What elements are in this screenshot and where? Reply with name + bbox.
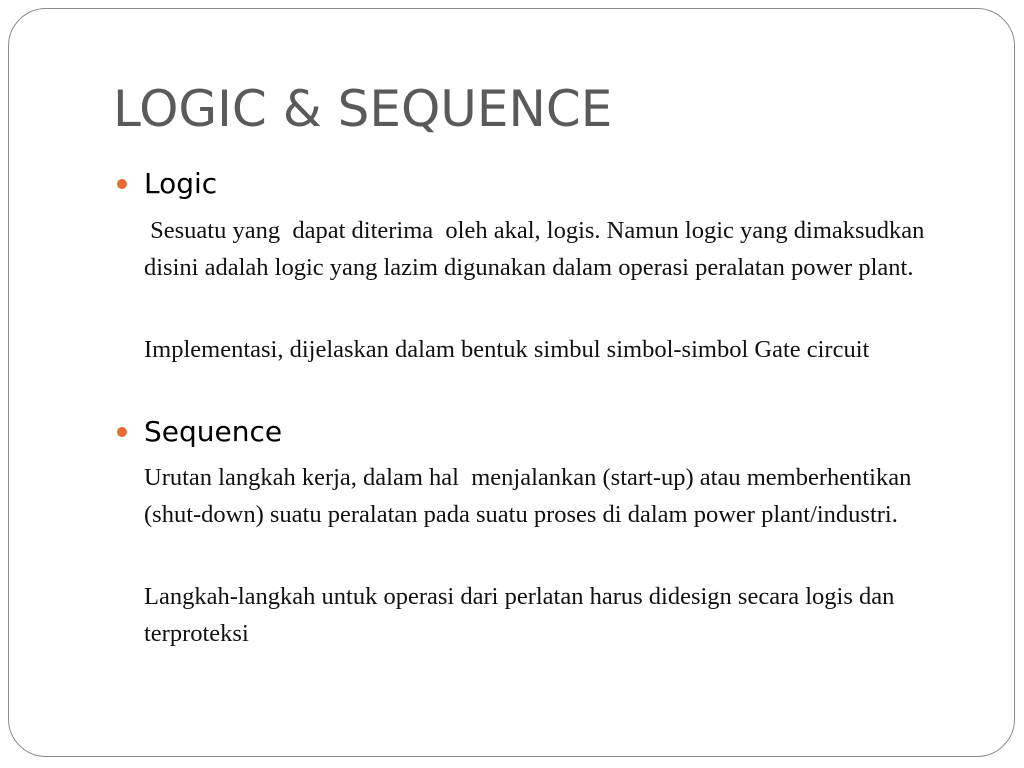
bullet-sequence	[117, 415, 282, 448]
sequence-paragraph-2: Langkah-langkah untuk operasi dari perlatan harus didesign secara logis dan terproteksi	[144, 583, 895, 647]
slide-title: LOGIC & SEQUENCE	[113, 80, 613, 138]
logic-paragraph-2: Implementasi, dijelaskan dalam bentuk simbul simbol-simbol Gate circuit	[144, 336, 870, 363]
bullet-dot-icon	[117, 427, 127, 437]
bullet-dot-icon	[117, 179, 127, 189]
sequence-paragraph-1: Urutan langkah kerja, dalam hal menjalankan (start-up) atau memberhentikan (shut-down) suatu peralatan pada suatu proses di dalam power plant/industri.	[144, 464, 918, 528]
bullet-logic	[117, 167, 217, 200]
bullet-heading-logic: Logic	[144, 167, 218, 200]
logic-paragraph-1: Sesuatu yang dapat diterima oleh akal, logis. Namun logic yang dimaksudkan disini adalah logic yang lazim digunakan dalam operasi peralatan power plant.	[144, 217, 931, 281]
bullet-heading-sequence: Sequence	[144, 415, 283, 448]
